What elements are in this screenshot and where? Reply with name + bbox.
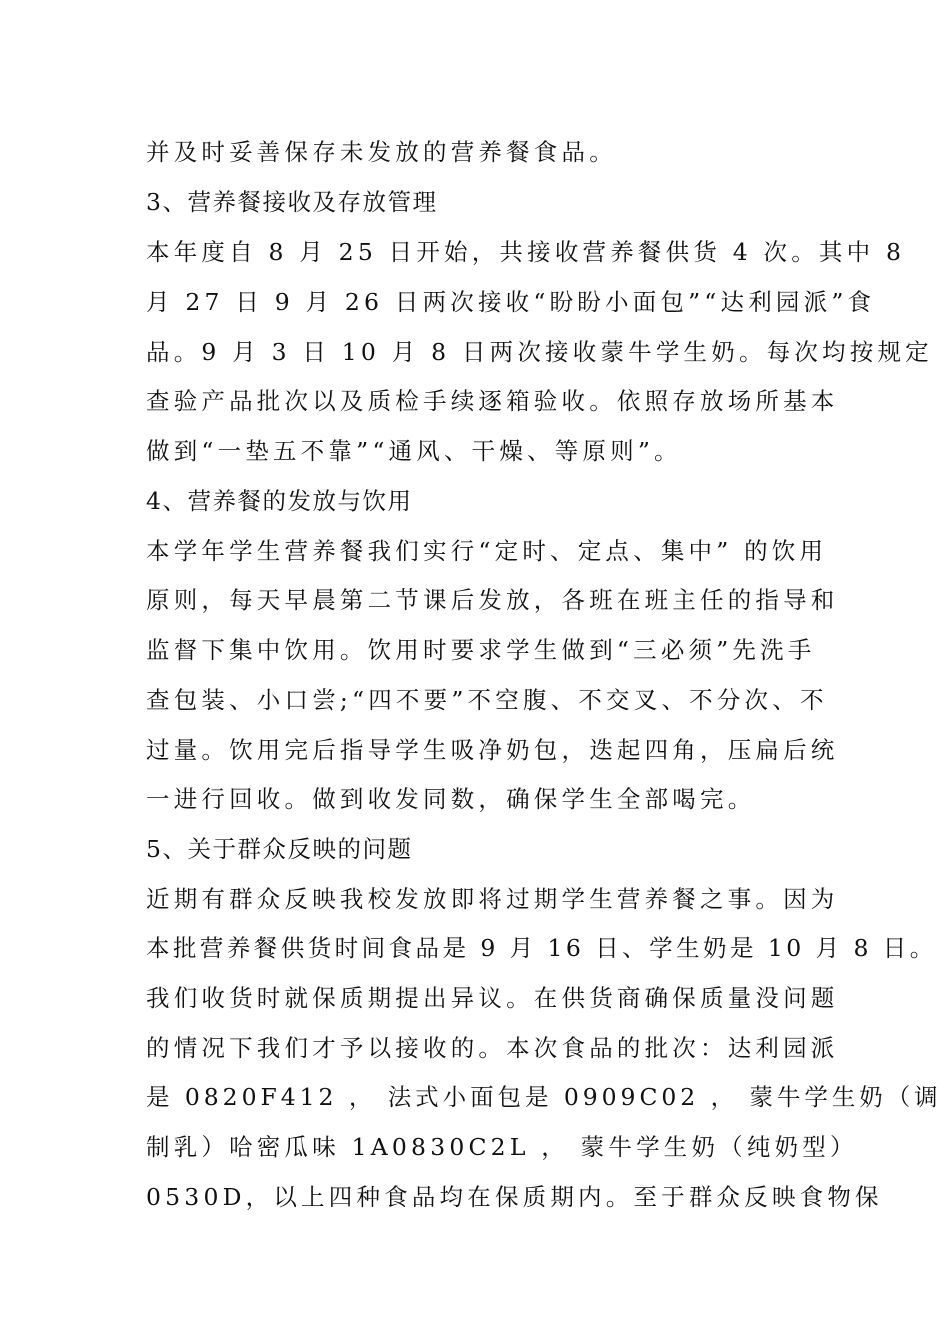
text-line: 我们收货时就保质期提出异议。在供货商确保质量没问题 [146, 984, 839, 1012]
text-line: 制乳）哈密瓜味 1A0830C2L ， 蒙牛学生奶（纯奶型） [146, 1133, 858, 1161]
text-line: 过量。饮用完后指导学生吸净奶包，迭起四角，压扁后统 [146, 736, 839, 764]
text-line: 是 0820F412 ， 法式小面包是 0909C02 ， 蒙牛学生奶（调 [146, 1083, 942, 1111]
text-line: 查包装、小口尝;“四不要”不空腹、不交叉、不分次、不 [146, 686, 828, 714]
text-line: 一进行回收。做到收发同数，确保学生全部喝完。 [146, 785, 756, 813]
text-line: 本批营养餐供货时间食品是 9 月 16 日、学生奶是 10 月 8 日。 [146, 934, 937, 962]
text-line: 并及时妥善保存未发放的营养餐食品。 [146, 138, 617, 166]
section-heading: 5、关于群众反映的问题 [146, 835, 413, 863]
section-heading: 4、营养餐的发放与饮用 [146, 487, 413, 515]
text-line: 品。9 月 3 日 10 月 8 日两次接收蒙牛学生奶。每次均按规定 [146, 338, 933, 366]
text-line: 本学年学生营养餐我们实行“定时、定点、集中” 的饮用 [146, 537, 828, 565]
text-line: 监督下集中饮用。饮用时要求学生做到“三必须”先洗手 [146, 636, 816, 664]
text-line: 查验产品批次以及质检手续逐箱验收。依照存放场所基本 [146, 387, 839, 415]
text-line: 的情况下我们才予以接收的。本次食品的批次：达利园派 [146, 1034, 839, 1062]
text-line: 原则，每天早晨第二节课后发放，各班在班主任的指导和 [146, 586, 839, 614]
section-heading: 3、营养餐接收及存放管理 [146, 188, 438, 216]
text-line: 0530D，以上四种食品均在保质期内。至于群众反映食物保 [146, 1183, 883, 1211]
text-line: 做到“一垫五不靠”“通风、干燥、等原则”。 [146, 437, 682, 465]
text-line: 近期有群众反映我校发放即将过期学生营养餐之事。因为 [146, 885, 839, 913]
text-line: 本年度自 8 月 25 日开始，共接收营养餐供货 4 次。其中 8 [146, 238, 906, 266]
text-line: 月 27 日 9 月 26 日两次接收“盼盼小面包”“达利园派”食 [146, 288, 876, 316]
